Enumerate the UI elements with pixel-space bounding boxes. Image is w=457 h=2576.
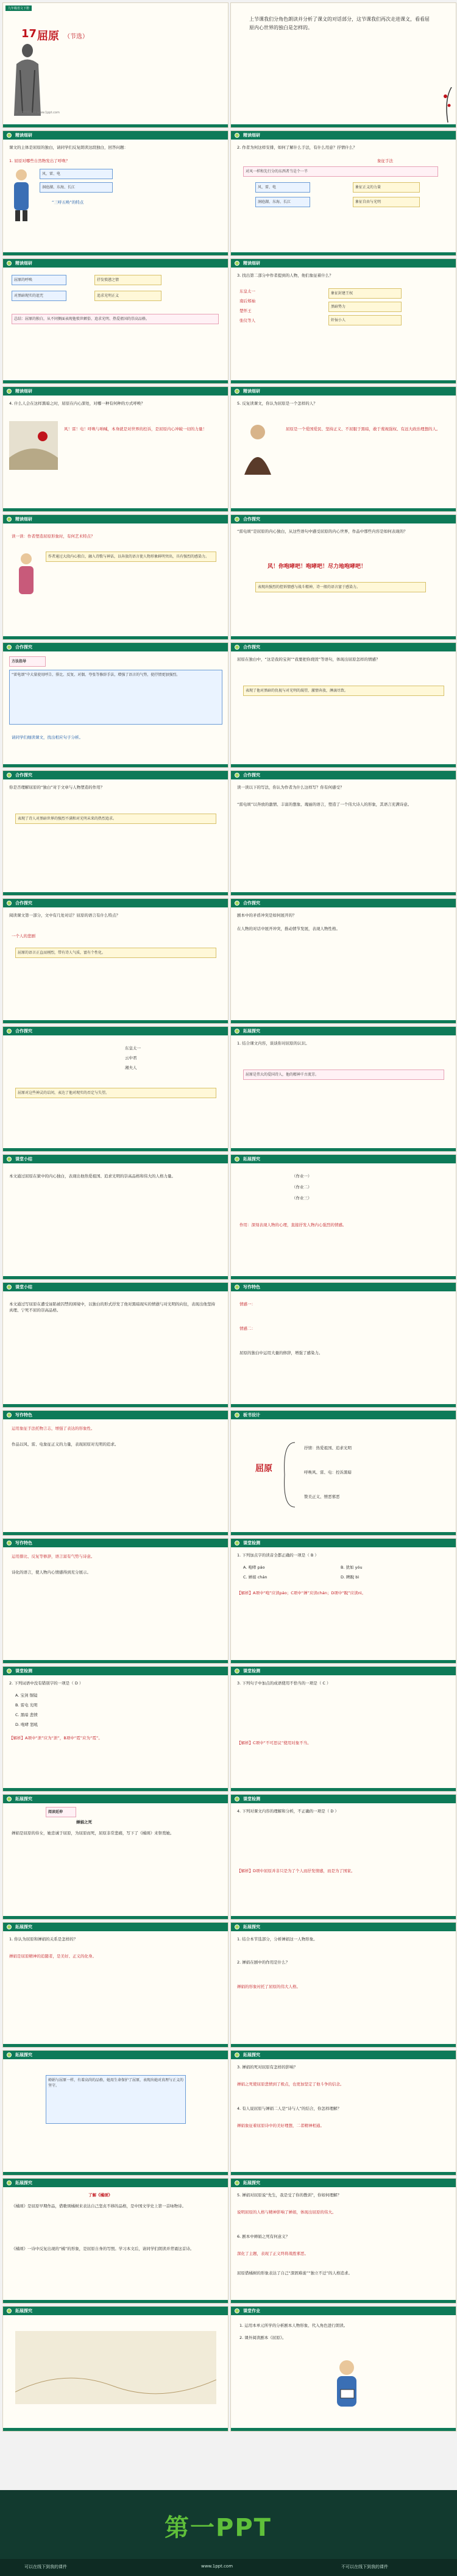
slide-4[interactable] <box>2 258 228 384</box>
header-dot-icon <box>7 901 12 906</box>
slide-stripe <box>3 1788 228 1791</box>
header-dot-icon <box>235 517 239 522</box>
question-text: 3. 下列句子中加点的成语使用不恰当的一项是（ C ） <box>237 1681 331 1686</box>
header-dot-icon <box>7 2308 12 2313</box>
slide-27[interactable] <box>230 1666 456 1792</box>
body-text: “雷电颂”以奔放的激情、丰富的想象、瑰丽的语言，塑造了一个伟大诗人的形象，其语言充满诗意。 <box>237 802 412 807</box>
header-dot-icon <box>7 517 12 522</box>
portrait-illustration <box>239 421 276 476</box>
question-1: 1. 结合本节选部分，分析婵娟这一人物形象。 <box>237 1937 317 1942</box>
header-dot-icon <box>7 645 12 650</box>
slide-stripe <box>3 1916 228 1919</box>
board-branch-1: 抒情：热爱祖国、追求光明 <box>304 1446 352 1450</box>
question-1: 1. 屈原对哪些自然物发出了呼唤？ <box>9 158 70 163</box>
slide-stripe <box>231 636 456 639</box>
slide-stripe <box>231 1788 456 1791</box>
slide-12[interactable] <box>2 770 228 896</box>
slide-header: 写作特色 <box>3 1539 228 1547</box>
deity-2: 云中君 <box>125 1056 137 1060</box>
answer-box: 屈原对这些神灵的诘问，表达了他对现实的否定与失望。 <box>15 1088 216 1098</box>
header-dot-icon <box>7 261 12 266</box>
intro-text: 上节课我们分角色朗读并分析了课文的对话部分，这节课我们再次走进课文，看看屈原内心世界的独白是怎样的。 <box>249 16 430 30</box>
person-meaning-2: 黑暗势力 <box>328 302 402 312</box>
speaker-label: 一个人的悲剧 <box>12 934 35 939</box>
header-dot-icon <box>235 645 239 650</box>
person-4: 张仪等人 <box>239 318 255 323</box>
slide-stripe <box>3 1148 228 1151</box>
slide-20[interactable] <box>2 1282 228 1408</box>
header-dot-icon <box>235 261 239 266</box>
topic-body: 《橘颂》是屈原早期作品，借歌颂橘树来表达自己坚贞不移的品格，是中国文学史上第一首咏物诗。 <box>12 2204 186 2209</box>
brand-small: 第一PPT模板网 www.1ppt.com <box>15 111 60 115</box>
slide-header: 拓展探究 <box>231 1155 456 1163</box>
slide-header: 精读细研 <box>3 259 228 268</box>
slide-3[interactable] <box>230 130 456 256</box>
slide-29[interactable] <box>2 1794 228 1920</box>
slide-header: 精读细研 <box>231 131 456 140</box>
story-box: 婵娟与屈原一样，有着高尚的品格，她用生命保护了屈原，表现出她对真理与正义的坚守。 <box>46 2075 186 2124</box>
slide-header: 合作探究 <box>231 515 456 523</box>
slide-16[interactable] <box>2 1026 228 1152</box>
feature-point-2: 情感二： <box>239 1326 255 1331</box>
question-text: 剧本中的矛盾冲突是如何展开的？ <box>237 913 297 918</box>
analysis-box: 表现出强烈的控诉情感与战斗精神，诗一般的语言富于感染力。 <box>255 582 426 592</box>
header-dot-icon <box>235 773 239 778</box>
header-dot-icon <box>235 1285 239 1290</box>
answer-box-2: 洞庭湖、东海、长江 <box>40 182 113 193</box>
board-branch-3: 赞美正义、憎恶邪恶 <box>304 1494 340 1499</box>
flow-left-2: 对黑暗现实的诅咒 <box>12 291 66 301</box>
slide-stripe <box>3 892 228 895</box>
slide-header: 拓展探究 <box>231 1923 456 1931</box>
slide-stripe <box>3 252 228 255</box>
header-dot-icon <box>7 389 12 394</box>
slide-stripe <box>3 124 228 127</box>
slide-header: 拓展探究 <box>3 2051 228 2059</box>
footer-right-link[interactable]: 不可以在线下到我的课件 <box>341 2564 388 2569</box>
header-dot-icon <box>235 1669 239 1673</box>
slide-18[interactable] <box>2 1154 228 1280</box>
header-dot-icon <box>7 133 12 138</box>
scene-illustration <box>9 421 58 470</box>
slide-stripe <box>231 1916 456 1919</box>
slide-header: 写作特色 <box>3 1411 228 1419</box>
slide-10[interactable] <box>2 642 228 768</box>
slide-1-right[interactable] <box>230 2 456 128</box>
slide-11[interactable] <box>230 642 456 768</box>
question-text: 4. 下列对课文内容的理解和分析，不正确的一项是（ D ） <box>237 1809 339 1814</box>
question-text: 阅读课文第一部分，文中有几处对话？屈原的语言有什么特点？ <box>9 913 120 918</box>
slide-30[interactable] <box>2 1922 228 2048</box>
slide-6[interactable] <box>2 386 228 512</box>
slide-stripe <box>231 380 456 383</box>
reading-tip: 阅读延伸 <box>46 1807 76 1817</box>
slide-25[interactable] <box>230 1538 456 1664</box>
answer-text: 风！雷！电！呼唤与呐喊，本身就是对世界的控诉，是屈原内心冲破一切的力量！ <box>64 427 207 431</box>
slide-28[interactable] <box>230 1794 456 1920</box>
slide-2[interactable] <box>2 130 228 256</box>
person-3: 楚怀王 <box>239 308 252 313</box>
task-1: （作业一） <box>292 1174 312 1179</box>
slide-header: 合作探究 <box>231 899 456 907</box>
question-text: 5. 婵娟对屈原说“先生，我是受了你的教训”，你如何理解？ <box>237 2193 342 2198</box>
answer-text: 屈原的独白中运用大量的修辞，增强了感染力。 <box>239 1350 323 1355</box>
slide-5[interactable] <box>230 258 456 384</box>
symbol-meaning-2: 象征自由与光明 <box>353 197 420 207</box>
footer-brand[interactable]: 第一PPT <box>165 2514 272 2542</box>
teacher-figure-icon <box>12 552 41 606</box>
task-2: （作业二） <box>292 1185 312 1190</box>
feature-point: 运用排比、反复等修辞，语言富有气势与诗意。 <box>12 1554 95 1559</box>
slide-stripe <box>231 1660 456 1663</box>
answer-text: 屈原是一个爱国爱民、坚持正义、不屈服于黑暗，敢于蔑视强权、有远大政治理想的人。 <box>286 427 441 431</box>
footer-left-link[interactable]: 可以在线下到我的课件 <box>24 2564 67 2569</box>
person-1: 东皇太一 <box>239 289 255 294</box>
answer-box: 屈原是伟大的爱国诗人，他的精神千古流芳。 <box>243 1070 444 1080</box>
question-text: 读一读以下的写法，你认为作者为什么这样写？你有何感受？ <box>237 785 344 790</box>
header-dot-icon <box>7 1157 12 1162</box>
slide-header: 合作探究 <box>3 1027 228 1035</box>
answer-text: 婵娟的形象衬托了屈原的伟大人格。 <box>237 1984 300 1989</box>
slide-stripe <box>3 2172 228 2175</box>
header-dot-icon <box>7 1669 12 1673</box>
slide-stripe <box>3 1532 228 1535</box>
question-text: “雷电颂”是屈原的内心独白，从这些语句中感受屈原的内心世界，作品中那些内容是如何表现的？ <box>237 529 408 534</box>
slide-header: 课堂作业 <box>231 2307 456 2315</box>
reader-illustration <box>322 2355 371 2416</box>
option-d[interactable]: D. 睥睨 bì <box>341 1575 360 1580</box>
slide-38[interactable] <box>2 2306 228 2432</box>
slide-stripe <box>231 1532 456 1535</box>
slide-header: 课堂检测 <box>231 1667 456 1675</box>
header-dot-icon <box>235 389 239 394</box>
header-dot-icon <box>235 2053 239 2057</box>
answer-text: 作用：深刻表现人物的心理，直接抒发人物内心强烈的情感。 <box>239 1222 347 1227</box>
slide-stripe <box>231 2044 456 2047</box>
answer-text-2: 深化了主题，表现了正义终将战胜邪恶。 <box>237 2251 308 2256</box>
header-dot-icon <box>235 1157 239 1162</box>
answer-explanation: 【解析】D项中屈原并非只是为了个人而抒发情感，而是为了国家。 <box>237 1868 355 1873</box>
question-text: 1. 结合课文内容，谈谈你对屈原的认识。 <box>237 1041 310 1046</box>
flow-mid-2: 追求光明正义 <box>94 291 161 301</box>
slide-stripe <box>231 2428 456 2431</box>
topic-body-2: 《橘颂》一诗中反复出现的“橘”的形象，是屈原自身的写照。学习本文后，请同学们朗读并背诵这首诗。 <box>12 2246 194 2251</box>
person-meaning-3: 奸佞小人 <box>328 315 402 325</box>
slide-23[interactable] <box>2 1538 228 1664</box>
question-text: 你是否理解屈原的“独白”对于文章与人物塑造的作用？ <box>9 785 105 790</box>
slide-37[interactable] <box>2 2178 228 2304</box>
symbol-item-2: 洞庭湖、东海、长江 <box>255 197 310 207</box>
method-body: “雷电颂”中大量使用呼告、排比、反复、对偶、夸张等修辞手法，增强了语言的气势，使抒情更加强烈。 <box>9 670 222 725</box>
answer-text-2: 婵娟象征着屈原诗中的美好理想，二者精神相通。 <box>237 2123 324 2128</box>
feature-point: 运用象征手法托物言志，增强了表达的形象性。 <box>12 1426 95 1431</box>
slide-header: 写作特色 <box>231 1283 456 1291</box>
slide-header: 合作探究 <box>3 899 228 907</box>
deity-3: 湘夫人 <box>125 1065 137 1070</box>
shout-line: 风！你咆哮吧！咆哮吧！尽力地咆哮吧！ <box>267 564 367 570</box>
slide-header: 拓展探究 <box>231 2051 456 2059</box>
question-text: 读一读：作者塑造屈原形象时，有何艺术特点？ <box>12 534 95 539</box>
scroll-decoration <box>15 2331 216 2404</box>
header-dot-icon <box>235 901 239 906</box>
slide-8[interactable] <box>2 514 228 640</box>
slide-header: 板书设计 <box>231 1411 456 1419</box>
summary-text: 本文通过屈原在狱中的内心独白，表现出他热爱祖国、追求光明的崇高品格和伟大的人格力量。 <box>9 1174 175 1179</box>
slide-stripe <box>231 1276 456 1279</box>
answer-explanation: 【解析】C项中“不可思议”使用对象不当。 <box>237 1740 311 1745</box>
slide-17[interactable] <box>230 1026 456 1152</box>
slide-7[interactable] <box>230 386 456 512</box>
slide-header: 拓展探究 <box>3 1923 228 1931</box>
homework-1: 1. 运用本单元所学的分析剧本人物形象、代入角色进行朗读。 <box>239 2323 348 2328</box>
slide-header: 精读细研 <box>231 259 456 268</box>
reading-title: 婵娟之死 <box>76 1820 92 1825</box>
slide-stripe <box>3 508 228 511</box>
slide-stripe <box>231 2300 456 2303</box>
option-a[interactable]: A. 宝剑 铜镜 <box>15 1693 38 1698</box>
ink-branch-icon <box>441 87 454 122</box>
topic-title: 了解《橘颂》 <box>88 2193 112 2198</box>
person-meaning-1: 象征封建王权 <box>328 288 402 299</box>
header-dot-icon <box>7 773 12 778</box>
header-dot-icon <box>235 1797 239 1801</box>
question-text-2: 6. 剧本中婵娟之死有何意义？ <box>237 2234 290 2239</box>
symbol-meaning-1: 象征正义的力量 <box>353 182 420 193</box>
slide-24[interactable] <box>230 1410 456 1536</box>
slide-stripe <box>3 380 228 383</box>
header-dot-icon <box>235 133 239 138</box>
slide-stripe <box>231 124 456 127</box>
option-b[interactable]: B. 雷电 光明 <box>15 1703 38 1708</box>
question-text: 1. 你认为屈原和婵娟的关系是怎样的？ <box>9 1937 78 1942</box>
header-dot-icon <box>7 2180 12 2185</box>
answer-box: 表现了诗人对黑暗世界的强烈不满和对光明未来的热烈追求。 <box>15 814 216 824</box>
slide-stripe <box>3 764 228 767</box>
answer-box: 屈原的语言正直而刚烈，带有诗人气质，富有个性化。 <box>15 948 216 958</box>
answer-text: 说明屈原的人格与精神影响了婵娟，体现出屈原的伟大。 <box>237 2210 336 2215</box>
slide-1[interactable] <box>2 2 228 128</box>
option-c[interactable]: C. 黑暗 悲愤 <box>15 1712 38 1717</box>
slide-stripe <box>3 636 228 639</box>
body-text: 屈原借橘树的形象表达了自己“深固难徙”“独立不迁”的人格追求。 <box>237 2271 352 2276</box>
slide-header: 课堂检测 <box>231 1795 456 1803</box>
conclusion-box: 总结：屈原的独白，从不同侧面表现他愤世嫉俗、追求光明、热爱祖国的崇高品格。 <box>12 314 219 324</box>
slide-stripe <box>231 764 456 767</box>
slide-header: 拓展探究 <box>231 1027 456 1035</box>
option-d[interactable]: D. 咆哮 怒吼 <box>15 1722 38 1727</box>
slide-9[interactable] <box>230 514 456 640</box>
slide-header: 精读细研 <box>3 131 228 140</box>
question-text: 课文的主体是屈原的独白，请同学们反复朗读这段独白，回答问题： <box>9 145 128 150</box>
slide-header: 课堂小结 <box>3 1283 228 1291</box>
header-dot-icon <box>235 2308 239 2313</box>
slide-stripe <box>231 892 456 895</box>
slide-header: 合作探究 <box>3 643 228 651</box>
slide-22[interactable] <box>2 1410 228 1536</box>
slide-header: 拓展探究 <box>231 2179 456 2187</box>
slide-15[interactable] <box>230 898 456 1024</box>
slide-header: 拓展探究 <box>3 2307 228 2315</box>
board-center: 屈原 <box>255 1464 272 1474</box>
slide-stripe <box>3 2044 228 2047</box>
answer-text: 作品以风、雷、电象征正义的力量，表现屈原对光明的追求。 <box>12 1442 119 1447</box>
brace-icon <box>280 1441 298 1508</box>
slide-stripe <box>3 1404 228 1407</box>
slide-13[interactable] <box>230 770 456 896</box>
method-note: 请同学们细读课文，找出相应句子分析。 <box>12 735 83 740</box>
header-dot-icon <box>235 1925 239 1929</box>
question-text: 屈原在独白中，“这是我的宝剑”“我要把你烧毁”等语句，体现出屈原怎样的情感？ <box>237 657 380 662</box>
header-dot-icon <box>235 1413 239 1418</box>
slide-32[interactable] <box>230 1922 456 2048</box>
slide-stripe <box>231 2172 456 2175</box>
feature-label: “三呼五唤”的特点 <box>52 200 84 205</box>
slide-31[interactable] <box>2 2050 228 2176</box>
header-dot-icon <box>235 1029 239 1034</box>
footer-url[interactable]: www.1ppt.com <box>201 2564 233 2569</box>
person-2: 南后郑袖 <box>239 299 255 303</box>
answer-explanation: 【解析】A项中“咆”应读páo；C项中“婵”应读chán；D项中“睨”应读nì。 <box>237 1591 366 1595</box>
slide-40[interactable] <box>230 2306 456 2432</box>
header-dot-icon <box>235 1541 239 1545</box>
question-text: 2. 作者为何这样安排，如何了解什么手法，有什么用意？抒情什么？ <box>237 145 357 150</box>
grade-tag: 九年级语文下册 <box>5 5 32 11</box>
task-3: （作业三） <box>292 1196 312 1201</box>
option-a[interactable]: A. 咆哮 páo <box>243 1565 265 1570</box>
board-branch-2: 呼唤风、雷、电：控诉黑暗 <box>304 1470 352 1475</box>
answer-box: 表现了他对黑暗的仇视与对光明的渴望，激情奔放，淋漓尽致。 <box>243 686 444 696</box>
header-dot-icon <box>7 1925 12 1929</box>
question-text: 2. 下列词语中没有错别字的一项是（ D ） <box>9 1681 83 1686</box>
answer-box-1: 风、雷、电 <box>40 169 113 179</box>
answer-text: 在人物的对话中展开冲突，推动情节发展，表现人物性格。 <box>237 926 340 931</box>
reading-body: 婵娟是屈原的侍女，她忠诚于屈原，为屈原而死，屈原非常悲痛，写下了《橘颂》来祭奠她。 <box>12 1831 174 1836</box>
header-dot-icon <box>7 1797 12 1801</box>
answer-text: 婵娟之死使屈原悲愤到了极点，也更加坚定了他斗争的信念。 <box>237 2082 344 2087</box>
slide-33[interactable] <box>230 2050 456 2176</box>
question-text-2: 4. 有人说屈原与婵娟二人是“诗与人”的结合，你怎样理解？ <box>237 2106 342 2111</box>
option-b[interactable]: B. 犹如 yóu <box>341 1565 363 1570</box>
header-dot-icon <box>7 2053 12 2057</box>
slide-header: 合作探究 <box>3 771 228 779</box>
slide-stripe <box>3 1276 228 1279</box>
slide-header: 合作探究 <box>231 771 456 779</box>
slide-14[interactable] <box>2 898 228 1024</box>
slide-header: 课堂检测 <box>3 1667 228 1675</box>
slide-header: 拓展探究 <box>3 1795 228 1803</box>
lesson-number: 17 <box>21 27 37 40</box>
answer-explanation: 【解析】A项中“泄”应为“泄”，B项中“霓”应为“霓”。 <box>9 1736 102 1740</box>
question-2: 2. 婵娟在剧中的作用是什么？ <box>237 1960 290 1965</box>
slide-19[interactable] <box>230 1154 456 1280</box>
header-dot-icon <box>235 2180 239 2185</box>
question-text: 5. 反复读课文，你认为屈原是一个怎样的人？ <box>237 401 317 406</box>
statue-illustration <box>9 40 46 119</box>
slide-21[interactable] <box>230 1282 456 1408</box>
flow-mid-1: 抒发愤懑之情 <box>94 275 161 285</box>
slide-header: 课堂检测 <box>231 1539 456 1547</box>
footer-bottom-bar <box>0 2559 457 2576</box>
slide-stripe <box>231 508 456 511</box>
deity-1: 东皇太一 <box>125 1046 141 1051</box>
flow-left-1: 屈原的呼唤 <box>12 275 66 285</box>
slide-stripe <box>3 2428 228 2431</box>
question-text: 3. 找出第二部分中作者提到的人物，他们象征着什么？ <box>237 273 333 278</box>
lesson-subtitle: （节选） <box>64 34 88 40</box>
header-dot-icon <box>7 1285 12 1290</box>
question-text: 1. 下列加点字的读音全都正确的一项是（ B ） <box>237 1553 319 1558</box>
slide-header: 精读细研 <box>3 515 228 523</box>
homework-2: 2. 课外阅读剧本《屈原》。 <box>239 2335 286 2340</box>
header-dot-icon <box>7 1029 12 1034</box>
slide-header: 精读细研 <box>231 387 456 396</box>
slide-stripe <box>231 1148 456 1151</box>
slide-35[interactable] <box>230 2178 456 2304</box>
answer-text: 婵娟是屈原精神的追随者，是美好、正义的化身。 <box>9 1954 96 1959</box>
question-text: 4. 什么人会在这样黑暗之时，屈原在内心深处，对哪一种有何种的方式呼唤？ <box>9 401 145 406</box>
slide-header: 合作探究 <box>231 643 456 651</box>
footer-banner <box>0 2490 457 2576</box>
slide-stripe <box>3 1020 228 1023</box>
principle-line: 对风一样和先行分的东西者当是个一半 <box>243 166 438 177</box>
slide-26[interactable] <box>2 1666 228 1792</box>
header-dot-icon <box>7 1541 12 1545</box>
slide-header: 拓展探究 <box>3 2179 228 2187</box>
header-dot-icon <box>7 1413 12 1418</box>
slide-header: 精读细研 <box>3 387 228 396</box>
slide-header: 课堂小结 <box>3 1155 228 1163</box>
technique-tag: 象征手法 <box>377 158 393 163</box>
slide-stripe <box>231 1020 456 1023</box>
option-c[interactable]: C. 婵娟 chán <box>243 1575 267 1580</box>
slide-stripe <box>3 1660 228 1663</box>
answer-box: 作者通过大段内心独白，融入诗歌与神话，以奔放的语言使人物形象鲜明突出，具有强烈的感染力。 <box>46 552 216 562</box>
answer-text: 诗化的语言，使人物内心情感得到充分展示。 <box>12 1570 91 1575</box>
slide-stripe <box>231 1404 456 1407</box>
lesson-title: 屈原 <box>37 30 59 43</box>
question-text: 3. 婵娟的死对屈原有怎样的影响？ <box>237 2065 298 2070</box>
feature-point-1: 情感一： <box>239 1302 255 1307</box>
slide-stripe <box>231 252 456 255</box>
slide-stripe <box>3 2300 228 2303</box>
method-tip: 方法指导 <box>9 656 46 667</box>
summary-text: 本文通过写屈原在遭受诬陷被囚禁的困境中，以独白的形式抒发了他对黑暗现实的愤懑与对光明的向往，表现出他坚持真理、宁死不屈的崇高品格。 <box>9 1302 215 1313</box>
teacher-figure-icon <box>9 168 34 222</box>
symbol-item-1: 风、雷、电 <box>255 182 310 193</box>
